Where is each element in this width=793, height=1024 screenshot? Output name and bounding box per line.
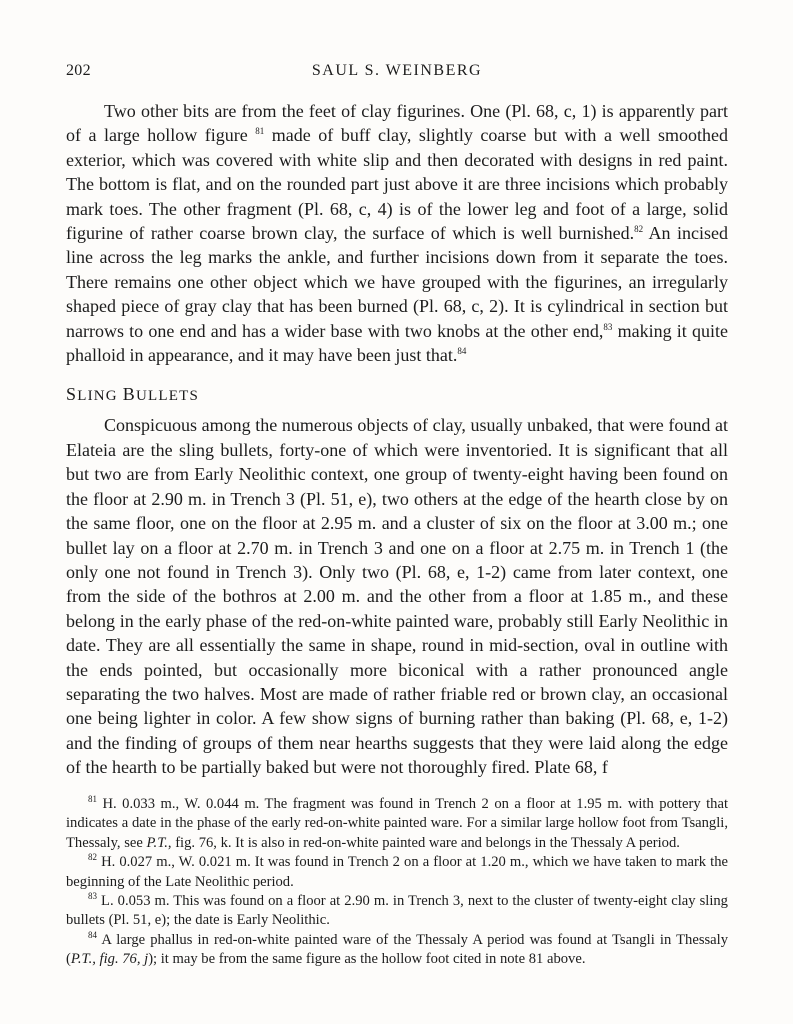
footnote-ref-81[interactable]: 81 <box>255 126 265 137</box>
page-number: 202 <box>66 62 91 79</box>
paragraph-figurine-feet: Two other bits are from the feet of clay figurines. One (Pl. 68, c, 1) is apparently part of a large hollow figure $^{81}$ made of buff clay, slightly coarse but with a well smoothed exterior, which was covered with white slip and then decorated with designs in red paint. The bottom is flat, and on the rounded part just above it are three incisions which probably mark toes. The other fragment (Pl. 68, c, 4) is of the lower leg and foot of a large, solid figurine of rather coarse brown clay, the surface of which is well burnished.$^{82}$ An incised line across the leg marks the ankle, and further incisions down from it separate the toes. There remains one other object which we have grouped with the figurines, an irregularly shaped piece of gray clay that has been burned (Pl. 68, c, 2). It is cylindrical in section but narrows to one end and has a wider base with two knobs at the other end,$^{83}$ making it quite phalloid in appearance, and it may have been just that.$^{84}$ <box>66 101 728 366</box>
running-head: SAUL S. WEINBERG <box>311 62 483 79</box>
section-heading-sling-bullets: SLING BULLETS <box>66 384 200 405</box>
footnote-ref-83[interactable]: 83 <box>603 321 613 332</box>
footnote-83: $^{83}$ L. 0.053 m. This was found on a floor at 2.90 m. in Trench 3, next to the cluster of twenty-eight clay sling bullets (Pl. 51, e); the date is Early Neolithic. <box>66 891 728 929</box>
footnote-84: $^{84}$ A large phallus in red-on-white painted ware of the Thessaly A period was found at Tsangli in Thessaly (P.T., fig. 76, j); it may be from the same figure as the hollow foot cited in note 81 above. <box>66 929 729 968</box>
footnote-ref-84[interactable]: 84 <box>457 346 467 357</box>
footnote-81: $^{81}$ H. 0.033 m., W. 0.044 m. The fragment was found in Trench 2 on a floor at 1.95 m. with pottery that indicates a date in the phase of the early red-on-white painted ware. For a similar large hollow foot from Tsangli, Thessaly, see P.T., fig. 76, k. It is also in red-on-white painted ware and belongs in the Thessaly A period. <box>66 794 728 851</box>
footnotes <box>66 795 728 970</box>
footnote-82: $^{82}$ H. 0.027 m., W. 0.021 m. It was found in Trench 2 on a floor at 1.20 m., which we have taken to mark the beginning of the Late Neolithic period. <box>66 852 728 890</box>
page-header <box>66 62 728 84</box>
main-text <box>66 99 728 780</box>
footnote-ref-82[interactable]: 82 <box>634 224 644 235</box>
paragraph-sling-bullets: Conspicuous among the numerous objects of clay, usually unbaked, that were found at Elateia are the sling bullets, forty-one of which were inventoried. It is significant that all but two are from Early Neolithic context, one group of twenty-eight having been found on the floor at 2.90 m. in Trench 3 (Pl. 51, e), two others at the edge of the hearth close by on the same floor, one on the floor at 2.95 m. and a cluster of six on the floor at 3.00 m.; one bullet lay on a floor at 2.70 m. in Trench 3 and one on a floor at 2.75 m. in Trench 1 (the only one not found in Trench 3). Only two (Pl. 68, e, 1-2) came from later context, one from the side of the bothros at 2.00 m. and the other from a floor at 1.85 m., and these belong in the early phase of the red-on-white painted ware, probably still Early Neolithic in date. They are all essentially the same in shape, round in mid-section, oval in outline with the ends pointed, but occasionally more biconical with a rather pronounced angle separating the two halves. Most are made of rather friable red or brown clay, an occasional one being lighter in color. A few show signs of burning rather than baking (Pl. 68, e, 1-2) and the finding of groups of them near hearths suggests that they were laid along the edge of the hearth to be partially baked but were not thoroughly fired. Plate 68, f <box>66 415 728 778</box>
